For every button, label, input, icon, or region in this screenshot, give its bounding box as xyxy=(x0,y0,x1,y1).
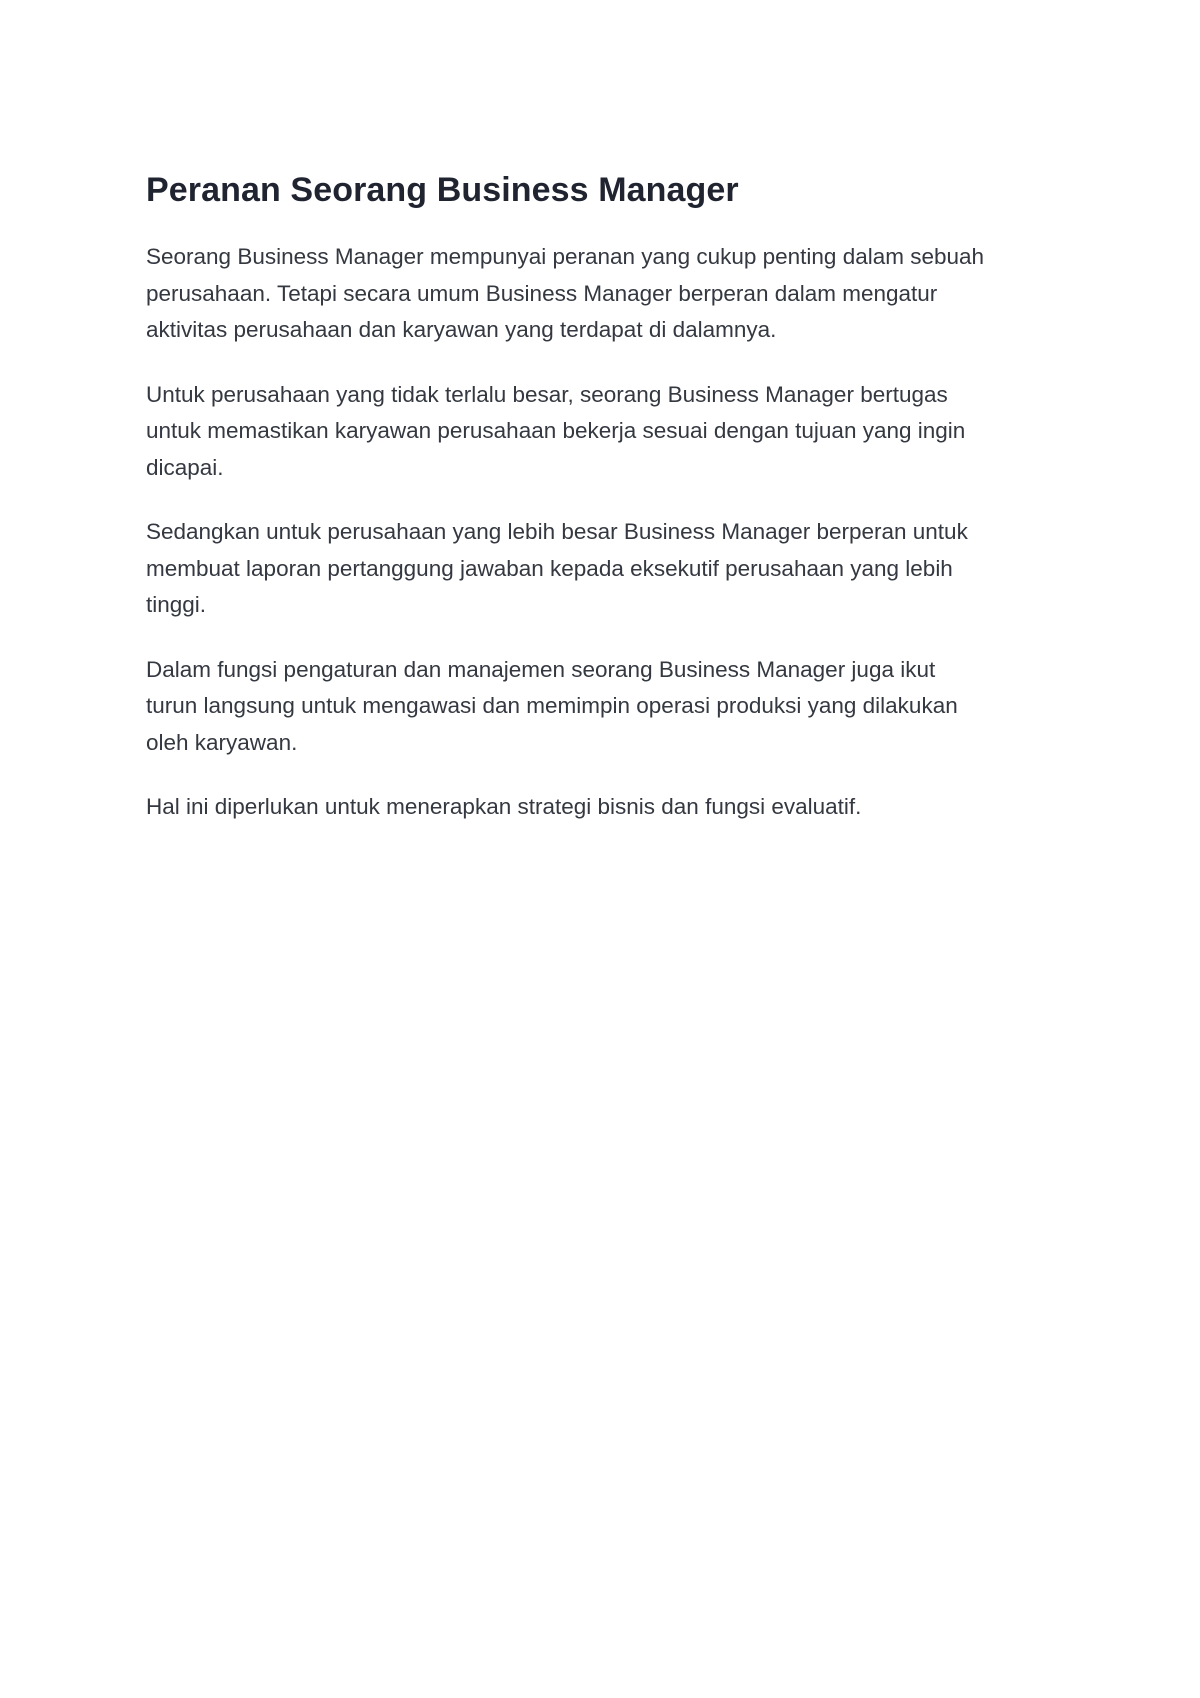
paragraph-line: Sedangkan untuk perusahaan yang lebih besar Business Manager berperan untuk xyxy=(146,519,968,544)
paragraph-line: oleh karyawan. xyxy=(146,729,298,755)
paragraph-line: aktivitas perusahaan dan karyawan yang terdapat di dalamnya. xyxy=(146,317,777,342)
paragraph-line: Untuk perusahaan yang tidak terlalu besar, seorang Business Manager bertugas xyxy=(146,381,948,407)
paragraph-line: tinggi. xyxy=(146,592,207,617)
paragraph-4 xyxy=(146,652,1066,762)
paragraph-line: membuat laporan pertanggung jawaban kepada eksekutif perusahaan yang lebih xyxy=(146,555,953,581)
paragraph-line: perusahaan. Tetapi secara umum Business Manager berperan dalam mengatur xyxy=(146,280,938,306)
paragraph-line: Dalam fungsi pengaturan dan manajemen seorang Business Manager juga ikut xyxy=(146,656,936,682)
paragraph-2 xyxy=(146,377,1066,487)
document-title: Peranan Seorang Business Manager xyxy=(146,171,739,209)
paragraph-3 xyxy=(146,514,1066,624)
paragraph-line: Hal ini diperlukan untuk menerapkan strategi bisnis dan fungsi evaluatif. xyxy=(146,794,862,819)
paragraph-line: dicapai. xyxy=(146,454,224,480)
paragraph-1 xyxy=(146,239,1066,349)
paragraph-line: Seorang Business Manager mempunyai peranan yang cukup penting dalam sebuah xyxy=(146,244,985,269)
paragraph-line: turun langsung untuk mengawasi dan memimpin operasi produksi yang dilakukan xyxy=(146,693,958,718)
paragraph-line: untuk memastikan karyawan perusahaan bekerja sesuai dengan tujuan yang ingin xyxy=(146,418,966,443)
paragraph-5 xyxy=(146,789,1066,826)
document-body xyxy=(146,168,1066,854)
